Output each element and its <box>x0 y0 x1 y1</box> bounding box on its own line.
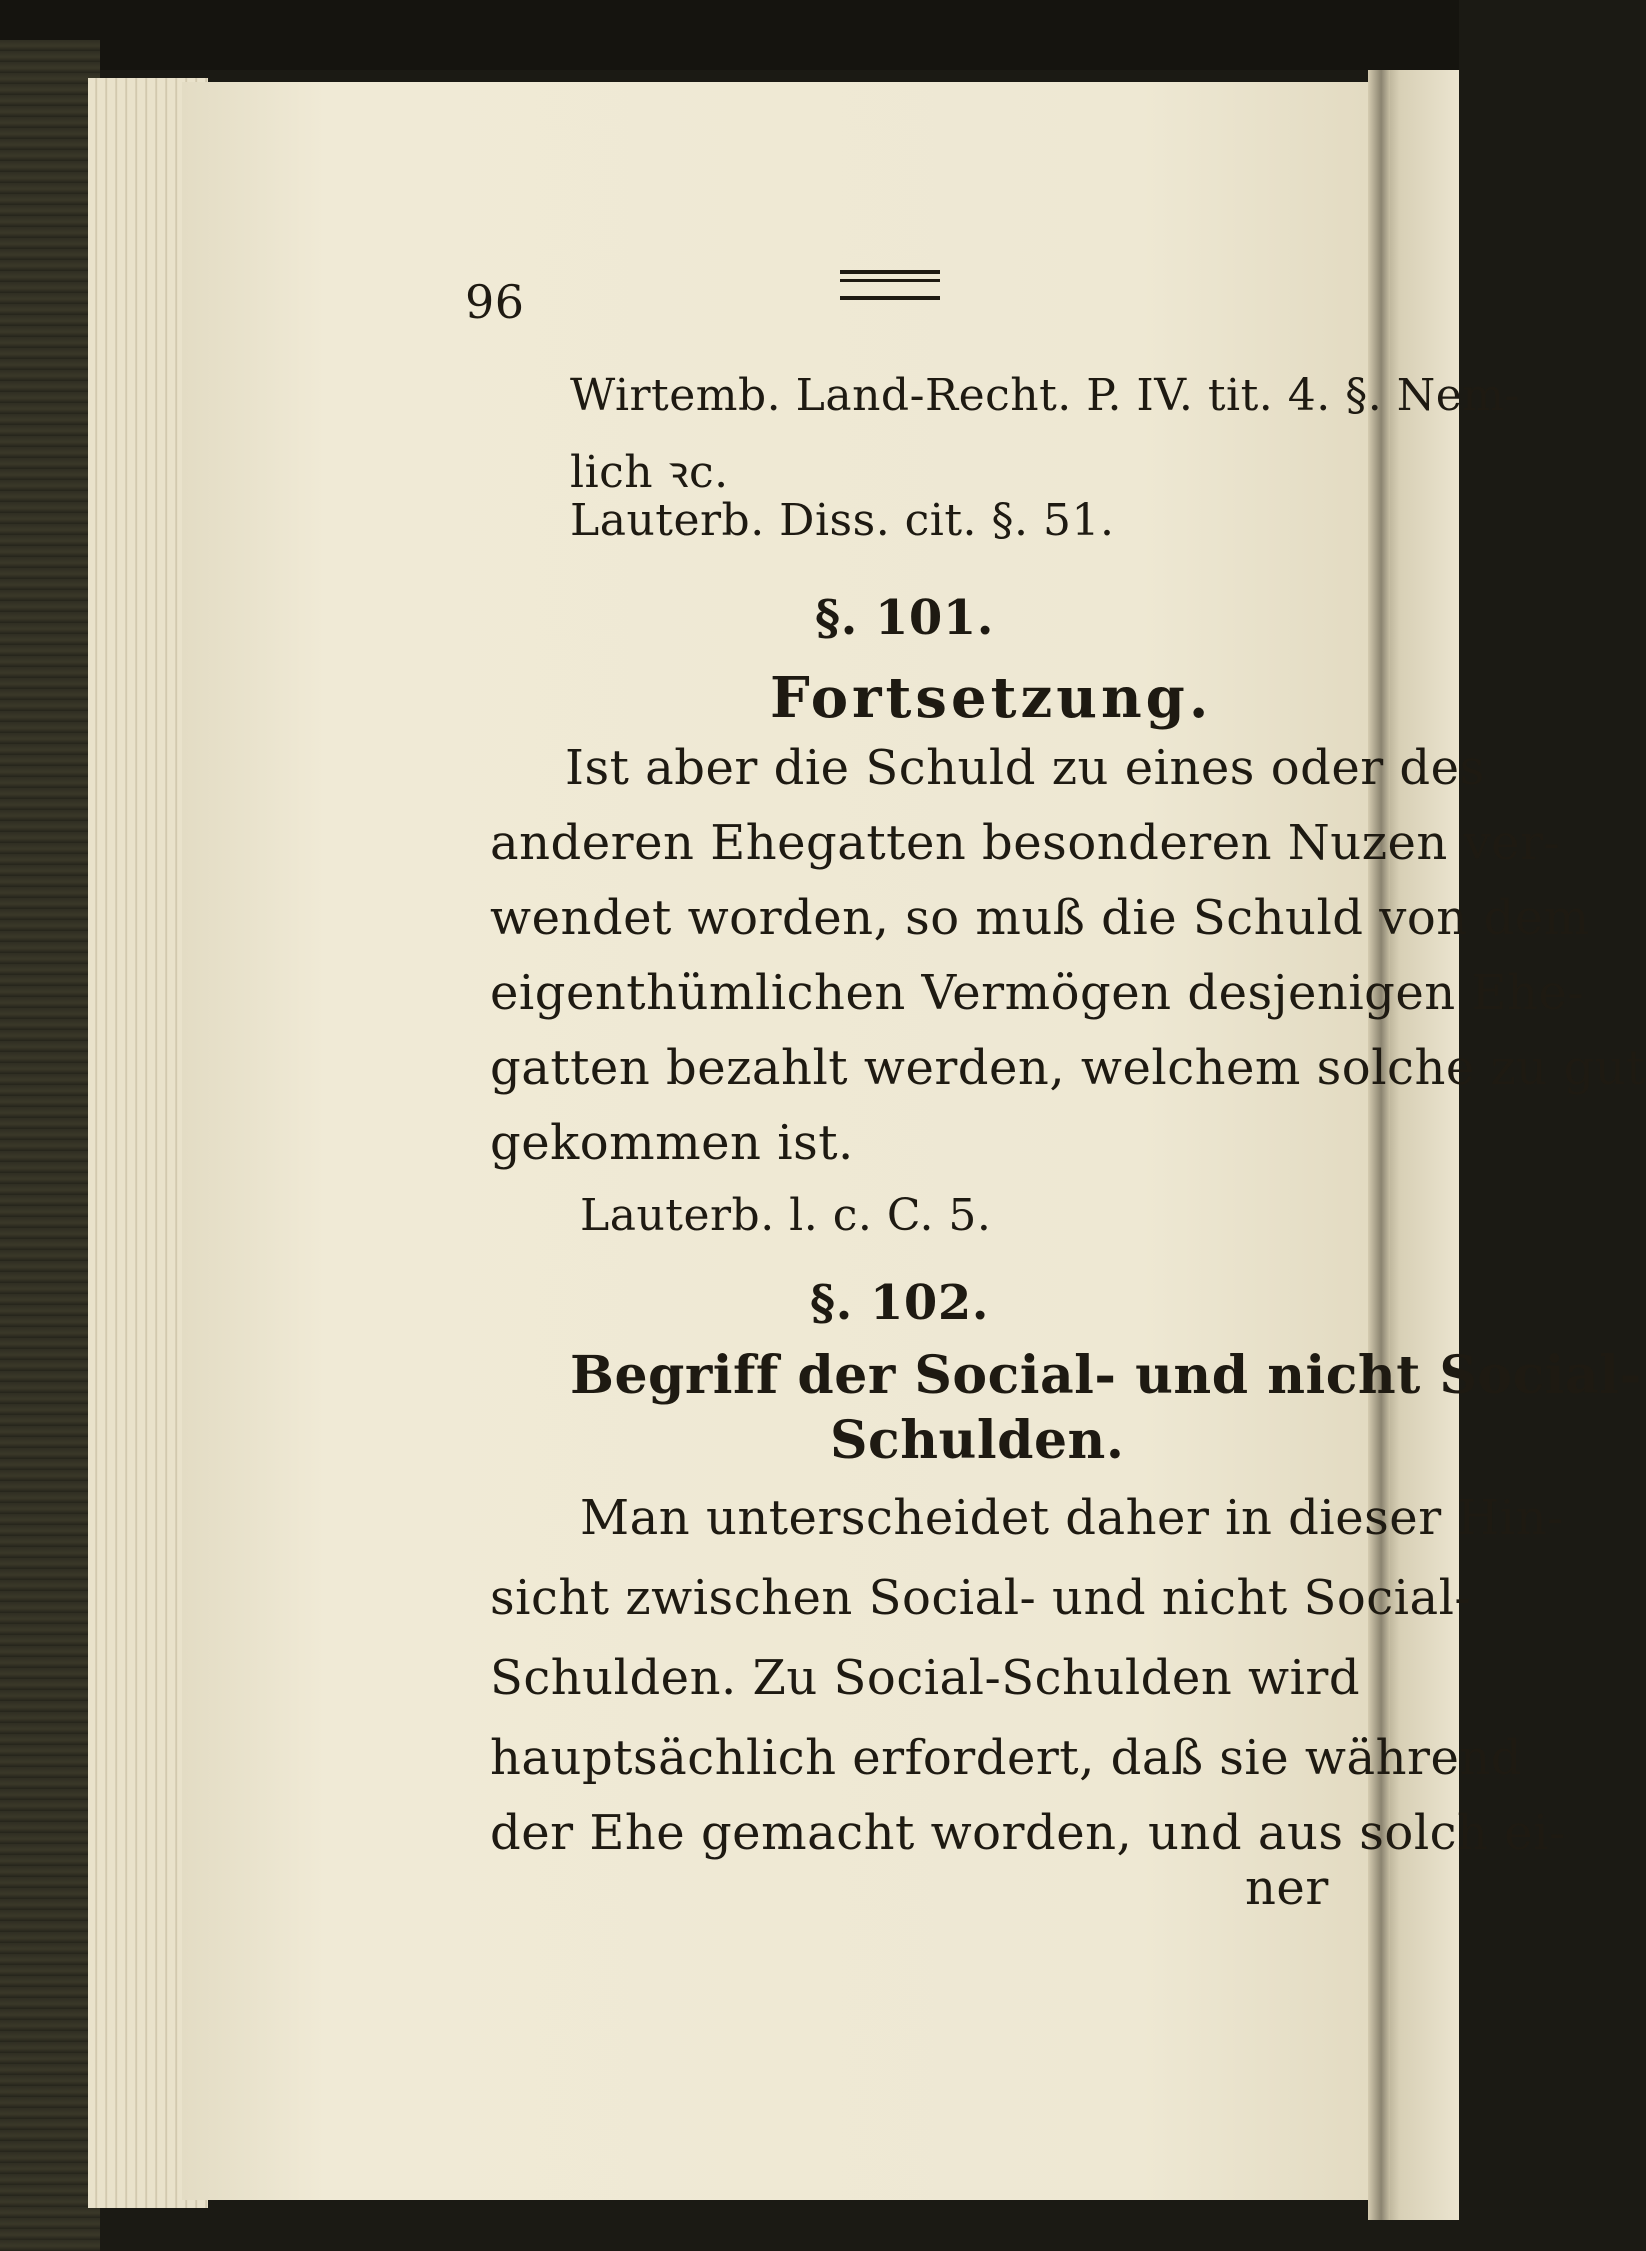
citation-line: Lauterb. Diss. cit. §. 51. <box>570 495 1115 546</box>
body-line: gekommen ist. <box>490 1115 854 1171</box>
section-number: §. 102. <box>810 1275 989 1331</box>
section-number: §. 101. <box>815 590 994 646</box>
body-line: Man unterscheidet daher in dieser Hin- <box>580 1490 1564 1546</box>
citation-line: Wirtemb. Land-Recht. P. IV. tit. 4. §. Nem- <box>570 370 1520 421</box>
body-line: wendet worden, so muß die Schuld von dem <box>490 890 1590 946</box>
citation-line: lich ꝛc. <box>570 447 729 498</box>
body-line: anderen Ehegatten besonderen Nuzen ver- <box>490 815 1561 871</box>
body-line: Ist aber die Schuld zu eines oder des <box>565 740 1485 796</box>
body-line: gatten bezahlt werden, welchem solche zu gut <box>490 1040 1646 1096</box>
header-rule <box>840 270 940 300</box>
catchword: ner <box>1245 1860 1329 1916</box>
page-number: 96 <box>465 275 525 329</box>
body-line: Schulden. Zu Social-Schulden wird <box>490 1650 1361 1706</box>
body-line: sicht zwischen Social- und nicht Social- <box>490 1570 1472 1626</box>
book-cover-top <box>0 0 1459 70</box>
section-heading: Schulden. <box>830 1410 1125 1471</box>
body-line: hauptsächlich erfordert, daß sie während <box>490 1730 1523 1786</box>
body-line: eigenthümlichen Vermögen desjenigen Ehe- <box>490 965 1585 1021</box>
book-cover-left <box>0 40 100 2251</box>
section-heading: Fortsetzung. <box>770 665 1213 731</box>
body-line: der Ehe gemacht worden, und aus solch ei- <box>490 1805 1566 1861</box>
section-heading: Begriff der Social- und nicht Social- <box>570 1345 1642 1406</box>
citation-line: Lauterb. l. c. C. 5. <box>580 1190 992 1241</box>
